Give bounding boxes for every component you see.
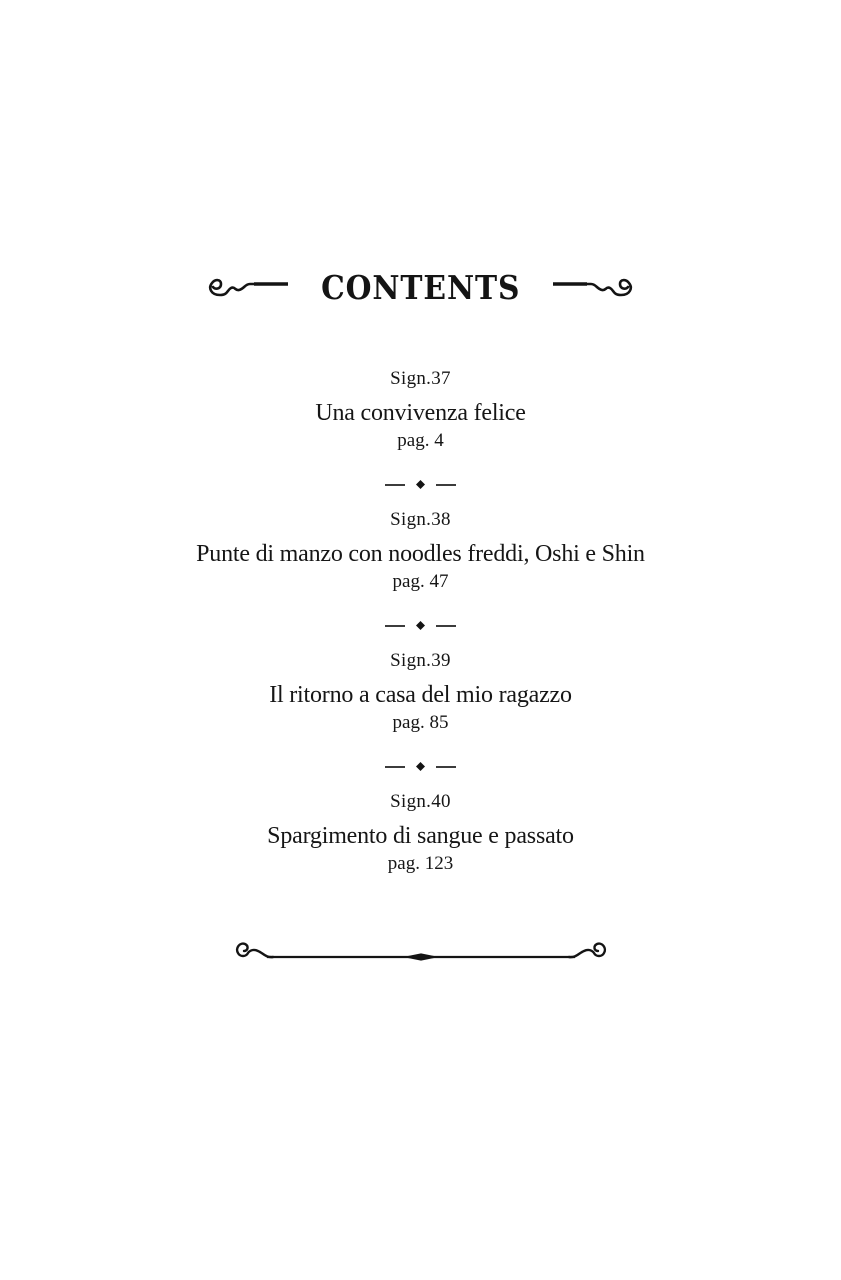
- page-number: pag. 85: [392, 712, 449, 733]
- sign-label: Sign.37: [390, 368, 451, 389]
- section-divider: [0, 621, 841, 630]
- dash-icon: [385, 625, 405, 627]
- flourish-right-icon: [553, 276, 637, 298]
- toc-list: [0, 368, 841, 875]
- toc-entry: [0, 791, 841, 875]
- dash-icon: [436, 625, 456, 627]
- page-number: pag. 123: [387, 853, 454, 874]
- toc-entry: [0, 650, 841, 734]
- diamond-icon: [416, 762, 425, 771]
- sign-label: Sign.40: [390, 791, 451, 812]
- title-row: [0, 263, 841, 311]
- toc-entry: [0, 368, 841, 452]
- flourish-left-icon: [204, 276, 288, 298]
- page-title: CONTENTS: [320, 267, 521, 307]
- flourish-rule-icon: [233, 933, 609, 977]
- chapter-title: Spargimento di sangue e passato: [267, 823, 574, 849]
- dash-icon: [436, 766, 456, 768]
- section-divider: [0, 480, 841, 489]
- diamond-icon: [416, 480, 425, 489]
- sign-label: Sign.38: [390, 509, 451, 530]
- toc-entry: [0, 509, 841, 593]
- dash-icon: [436, 484, 456, 486]
- page-number: pag. 4: [397, 430, 444, 451]
- sign-label: Sign.39: [390, 650, 451, 671]
- diamond-icon: [416, 621, 425, 630]
- chapter-title: Il ritorno a casa del mio ragazzo: [269, 682, 572, 708]
- dash-icon: [385, 484, 405, 486]
- chapter-title: Punte di manzo con noodles freddi, Oshi e Shin: [196, 541, 645, 567]
- page-number: pag. 47: [392, 571, 449, 592]
- section-divider: [0, 762, 841, 771]
- chapter-title: Una convivenza felice: [315, 400, 526, 426]
- dash-icon: [385, 766, 405, 768]
